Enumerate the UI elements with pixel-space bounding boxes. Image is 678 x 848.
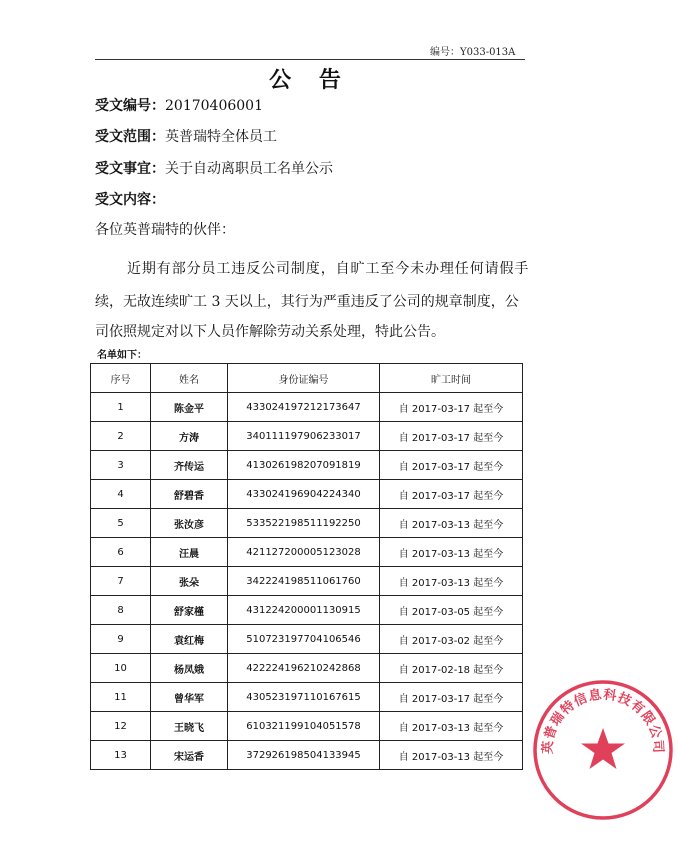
- cell-absence: 自 2017-03-17 起至今: [380, 683, 523, 712]
- cell-absence: 自 2017-03-02 起至今: [380, 625, 523, 654]
- meta-row-number: [95, 95, 263, 115]
- body-line: 司依照规定对以下人员作解除劳动关系处理，特此公告。: [95, 324, 445, 340]
- cell-index: 7: [91, 567, 151, 596]
- cell-index: 12: [91, 712, 151, 741]
- document-code: 编号：Y033-013A: [430, 47, 516, 58]
- cell-id: 372926198504133945: [228, 741, 380, 770]
- cell-absence: 自 2017-03-13 起至今: [380, 567, 523, 596]
- cell-id: 340111197906233017: [228, 422, 380, 451]
- cell-absence: 自 2017-03-13 起至今: [380, 538, 523, 567]
- notice-title: 公 告: [269, 68, 351, 93]
- cell-index: 13: [91, 741, 151, 770]
- cell-id: 431224200001130915: [228, 596, 380, 625]
- table-row: [91, 393, 523, 422]
- cell-name: 方涛: [151, 422, 228, 451]
- table-row: [91, 451, 523, 480]
- cell-absence: 自 2017-02-18 起至今: [380, 654, 523, 683]
- cell-name: 杨凤娥: [151, 654, 228, 683]
- header-rule: [95, 59, 525, 60]
- column-header: 身份证编号: [228, 364, 380, 393]
- meta-label: 受文内容：: [95, 192, 165, 208]
- table-row: [91, 654, 523, 683]
- body-line: 近期有部分员工违反公司制度，自旷工至今未办理任何请假手: [127, 261, 530, 277]
- cell-absence: 自 2017-03-17 起至今: [380, 480, 523, 509]
- meta-row-content: [95, 189, 165, 209]
- cell-name: 宋运香: [151, 741, 228, 770]
- cell-index: 4: [91, 480, 151, 509]
- cell-id: 510723197704106546: [228, 625, 380, 654]
- table-row: [91, 625, 523, 654]
- meta-value: 20170406001: [165, 98, 263, 114]
- cell-name: 汪晨: [151, 538, 228, 567]
- cell-index: 1: [91, 393, 151, 422]
- cell-id: 413026198207091819: [228, 451, 380, 480]
- greeting: 各位英普瑞特的伙伴：: [95, 222, 235, 238]
- cell-id: 610321199104051578: [228, 712, 380, 741]
- cell-id: 342224198511061760: [228, 567, 380, 596]
- cell-id: 430523197110167615: [228, 683, 380, 712]
- cell-name: 袁红梅: [151, 625, 228, 654]
- meta-row-subject: [95, 158, 333, 178]
- cell-absence: 自 2017-03-13 起至今: [380, 741, 523, 770]
- cell-id: 433024196904224340: [228, 480, 380, 509]
- cell-id: 433024197212173647: [228, 393, 380, 422]
- cell-absence: 自 2017-03-17 起至今: [380, 422, 523, 451]
- meta-label: 受文编号：: [95, 98, 165, 114]
- meta-row-scope: [95, 126, 277, 146]
- table-row: [91, 712, 523, 741]
- cell-id: 422224196210242868: [228, 654, 380, 683]
- cell-absence: 自 2017-03-05 起至今: [380, 596, 523, 625]
- meta-label: 受文事宜：: [95, 161, 165, 177]
- column-header: 旷工时间: [380, 364, 523, 393]
- cell-index: 6: [91, 538, 151, 567]
- cell-id: 533522198511192250: [228, 509, 380, 538]
- meta-value: 关于自动离职员工名单公示: [165, 161, 333, 177]
- cell-name: 舒家槿: [151, 596, 228, 625]
- table-row: [91, 596, 523, 625]
- body-line: 续，无故连续旷工 3 天以上，其行为严重违反了公司的规章制度，公: [95, 294, 519, 310]
- list-title: 名单如下：: [97, 350, 147, 361]
- cell-absence: 自 2017-03-13 起至今: [380, 509, 523, 538]
- table-row: [91, 480, 523, 509]
- cell-name: 张汝彦: [151, 509, 228, 538]
- table-header-row: [91, 364, 523, 393]
- cell-id: 421127200005123028: [228, 538, 380, 567]
- seal-star-icon: [581, 728, 625, 769]
- column-header: 姓名: [151, 364, 228, 393]
- cell-index: 10: [91, 654, 151, 683]
- seal-text: 英普瑞特信息科技有限公司: [540, 687, 666, 755]
- cell-index: 2: [91, 422, 151, 451]
- cell-name: 曾华军: [151, 683, 228, 712]
- cell-absence: 自 2017-03-17 起至今: [380, 451, 523, 480]
- cell-name: 张朵: [151, 567, 228, 596]
- cell-name: 齐传运: [151, 451, 228, 480]
- table-row: [91, 567, 523, 596]
- column-header: 序号: [91, 364, 151, 393]
- cell-name: 陈金平: [151, 393, 228, 422]
- cell-name: 王晓飞: [151, 712, 228, 741]
- company-seal: [528, 675, 678, 825]
- cell-index: 11: [91, 683, 151, 712]
- cell-index: 5: [91, 509, 151, 538]
- staff-table: [90, 363, 523, 770]
- cell-index: 8: [91, 596, 151, 625]
- table-row: [91, 509, 523, 538]
- table-row: [91, 422, 523, 451]
- cell-index: 9: [91, 625, 151, 654]
- cell-name: 舒碧香: [151, 480, 228, 509]
- cell-index: 3: [91, 451, 151, 480]
- table-row: [91, 683, 523, 712]
- meta-label: 受文范围：: [95, 129, 165, 145]
- meta-value: 英普瑞特全体员工: [165, 129, 277, 145]
- cell-absence: 自 2017-03-13 起至今: [380, 712, 523, 741]
- table-row: [91, 538, 523, 567]
- table-row: [91, 741, 523, 770]
- cell-absence: 自 2017-03-17 起至今: [380, 393, 523, 422]
